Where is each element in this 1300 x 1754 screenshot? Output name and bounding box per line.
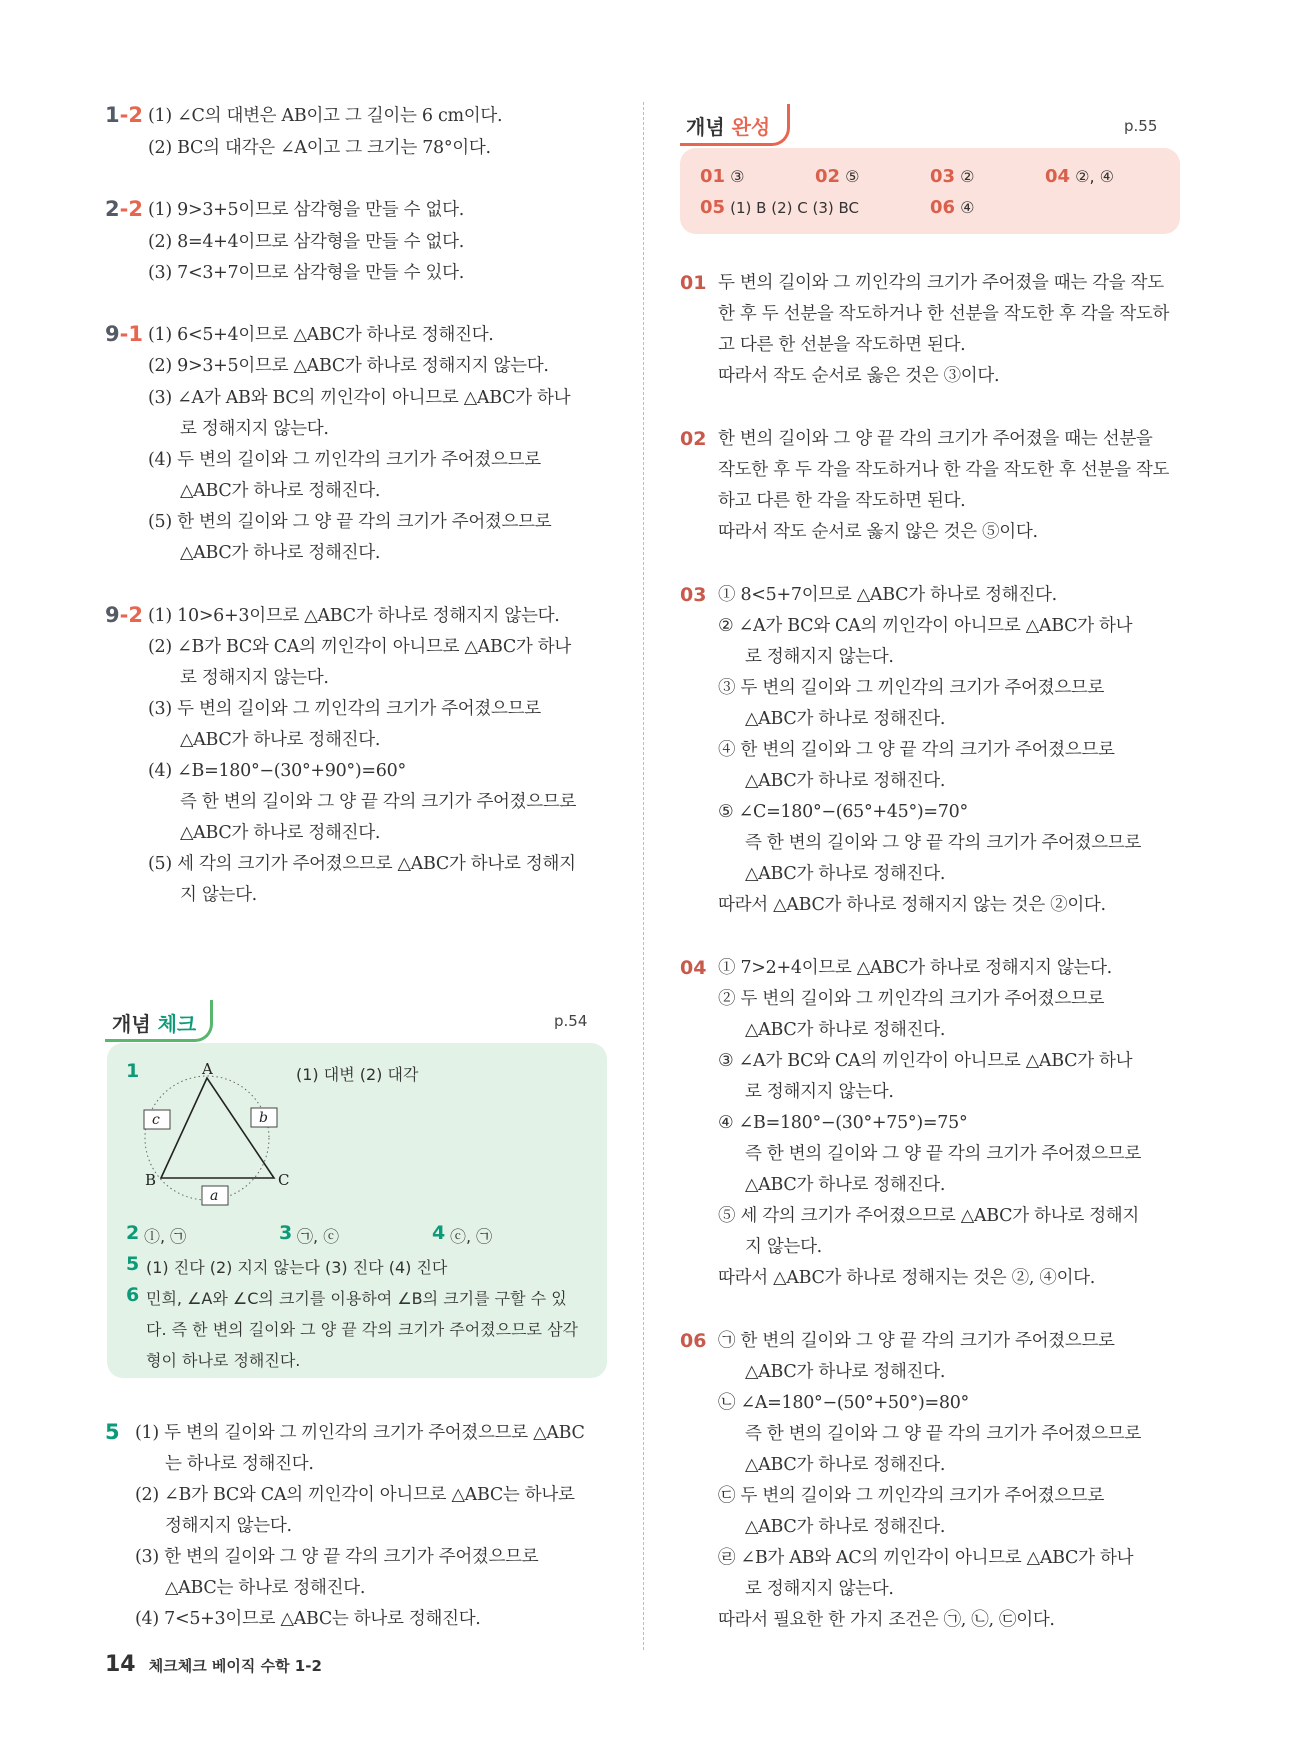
answer-key-04: 04 ②, ④ [1045, 166, 1115, 187]
concept-complete-panel [680, 148, 1180, 234]
answer-line: (1) 두 변의 길이와 그 끼인각의 크기가 주어졌으므로 △ABC [135, 1423, 585, 1443]
check-q5-number: 5 [126, 1253, 140, 1275]
answer-line: △ABC는 하나로 정해진다. [165, 1578, 366, 1598]
check-q4-answer: ⓒ, ㉠ [450, 1227, 493, 1246]
side-label-b: b [259, 1110, 268, 1126]
answer-line: (5) 세 각의 크기가 주어졌으므로 △ABC가 하나로 정해지 [148, 854, 576, 874]
answer-line: (3) 한 변의 길이와 그 양 끝 각의 크기가 주어졌으므로 [135, 1547, 539, 1567]
side-label-a: a [210, 1188, 219, 1204]
answer-line: 지 않는다. [745, 1237, 822, 1257]
answer-line: 즉 한 변의 길이와 그 양 끝 각의 크기가 주어졌으므로 [745, 1144, 1142, 1164]
answer-line: ④ 한 변의 길이와 그 양 끝 각의 크기가 주어졌으므로 [718, 740, 1115, 760]
page-number: 14 [105, 1652, 136, 1677]
answer-line: ④ ∠B=180°−(30°+75°)=75° [718, 1113, 968, 1133]
check-q6-line: 형이 하나로 정해진다. [146, 1351, 301, 1370]
answer-key-01: 01 ③ [700, 166, 745, 187]
answer-line: ⑤ ∠C=180°−(65°+45°)=70° [718, 802, 968, 822]
answer-line: 한 변의 길이와 그 양 끝 각의 크기가 주어졌을 때는 선분을 [718, 429, 1153, 449]
problem-number-02: 02 [680, 428, 707, 450]
check-q1-answer: (1) 대변 (2) 대각 [296, 1065, 419, 1084]
answer-line: (4) 7<5+3이므로 △ABC는 하나로 정해진다. [135, 1609, 481, 1629]
answer-line: 따라서 작도 순서로 옳은 것은 ③이다. [718, 366, 1000, 386]
answer-line: △ABC가 하나로 정해진다. [180, 543, 381, 563]
concept-complete-title: 개념 완성 [686, 115, 771, 139]
answer-line: △ABC가 하나로 정해진다. [745, 864, 946, 884]
answer-line: 로 정해지지 않는다. [745, 1082, 894, 1102]
answer-key-06: 06 ④ [930, 197, 975, 218]
answer-line: 작도한 후 두 각을 작도하거나 한 각을 작도한 후 선분을 작도 [718, 460, 1170, 480]
check-q1-number: 1 [126, 1060, 140, 1082]
answer-line: 로 정해지지 않는다. [180, 668, 329, 688]
answer-line: ③ ∠A가 BC와 CA의 끼인각이 아니므로 △ABC가 하나 [718, 1051, 1133, 1071]
answer-line: 로 정해지지 않는다. [745, 647, 894, 667]
check-q6-line: 다. 즉 한 변의 길이와 그 양 끝 각의 크기가 주어졌으므로 삼각 [146, 1320, 578, 1339]
page-reference: p.54 [554, 1012, 588, 1030]
answer-line: 는 하나로 정해진다. [165, 1454, 314, 1474]
check-q6-number: 6 [126, 1284, 140, 1306]
check-q5-answer: (1) 진다 (2) 지지 않는다 (3) 진다 (4) 진다 [146, 1258, 448, 1277]
problem-number-9-2: 9-2 [105, 603, 143, 627]
answer-line: 한 후 두 선분을 작도하거나 한 선분을 작도한 후 각을 작도하 [718, 304, 1170, 324]
answer-line: △ABC가 하나로 정해진다. [745, 709, 946, 729]
answer-line: (1) 10>6+3이므로 △ABC가 하나로 정해지지 않는다. [148, 606, 560, 626]
answer-line: ㉠ 한 변의 길이와 그 양 끝 각의 크기가 주어졌으므로 [718, 1331, 1115, 1351]
problem-number-06: 06 [680, 1330, 707, 1352]
answer-line: 따라서 △ABC가 하나로 정해지지 않는 것은 ②이다. [718, 895, 1106, 915]
answer-line: △ABC가 하나로 정해진다. [745, 1020, 946, 1040]
answer-key-05: 05 (1) B (2) C (3) BC [700, 197, 860, 218]
page-reference: p.55 [1124, 117, 1158, 135]
check-q2-number: 2 [126, 1222, 140, 1244]
vertex-label-c: C [278, 1171, 290, 1189]
answer-line: △ABC가 하나로 정해진다. [180, 730, 381, 750]
answer-line: △ABC가 하나로 정해진다. [745, 1517, 946, 1537]
answer-line: (4) 두 변의 길이와 그 끼인각의 크기가 주어졌으므로 [148, 450, 541, 470]
vertex-label-a: A [202, 1060, 213, 1078]
answer-key-03: 03 ② [930, 166, 975, 187]
problem-number-03: 03 [680, 584, 707, 606]
answer-line: 로 정해지지 않는다. [180, 419, 329, 439]
triangle-shape [161, 1078, 274, 1178]
answer-line: ① 8<5+7이므로 △ABC가 하나로 정해진다. [718, 585, 1057, 605]
answer-line: △ABC가 하나로 정해진다. [745, 771, 946, 791]
answer-line: (1) 6<5+4이므로 △ABC가 하나로 정해진다. [148, 325, 494, 345]
answer-line: (4) ∠B=180°−(30°+90°)=60° [148, 761, 406, 781]
answer-key-02: 02 ⑤ [815, 166, 860, 187]
answer-line: 따라서 작도 순서로 옳지 않은 것은 ⑤이다. [718, 522, 1038, 542]
answer-line: 하고 다른 한 각을 작도하면 된다. [718, 491, 966, 511]
answer-line: (2) 8=4+4이므로 삼각형을 만들 수 없다. [148, 232, 464, 252]
answer-line: 두 변의 길이와 그 끼인각의 크기가 주어졌을 때는 각을 작도 [718, 273, 1164, 293]
vertex-label-b: B [145, 1171, 157, 1189]
answer-line: ㉢ 두 변의 길이와 그 끼인각의 크기가 주어졌으므로 [718, 1486, 1105, 1506]
answer-line: 즉 한 변의 길이와 그 양 끝 각의 크기가 주어졌으므로 [745, 1424, 1142, 1444]
answer-line: (3) ∠A가 AB와 BC의 끼인각이 아니므로 △ABC가 하나 [148, 388, 571, 408]
answer-line: 정해지지 않는다. [165, 1516, 292, 1536]
problem-number-9-1: 9-1 [105, 322, 143, 346]
answer-line: (3) 두 변의 길이와 그 끼인각의 크기가 주어졌으므로 [148, 699, 541, 719]
answer-line: 고 다른 한 선분을 작도하면 된다. [718, 335, 966, 355]
check-q3-number: 3 [279, 1222, 293, 1244]
column-divider [643, 102, 644, 1650]
answer-line: (2) BC의 대각은 ∠A이고 그 크기는 78°이다. [148, 138, 491, 158]
answer-line: 즉 한 변의 길이와 그 양 끝 각의 크기가 주어졌으므로 [180, 792, 577, 812]
answer-line: 따라서 필요한 한 가지 조건은 ㉠, ㉡, ㉢이다. [718, 1610, 1055, 1630]
answer-line: (3) 7<3+7이므로 삼각형을 만들 수 있다. [148, 263, 464, 283]
answer-line: (5) 한 변의 길이와 그 양 끝 각의 크기가 주어졌으므로 [148, 512, 552, 532]
answer-line: △ABC가 하나로 정해진다. [180, 481, 381, 501]
check-q2-answer: ⓛ, ㉠ [144, 1227, 187, 1246]
book-title: 체크체크 베이직 수학 1-2 [148, 1657, 322, 1675]
check-q4-number: 4 [432, 1222, 446, 1244]
answer-line: △ABC가 하나로 정해진다. [745, 1362, 946, 1382]
answer-line: 즉 한 변의 길이와 그 양 끝 각의 크기가 주어졌으므로 [745, 833, 1142, 853]
problem-number-04: 04 [680, 957, 707, 979]
answer-line: ⑤ 세 각의 크기가 주어졌으므로 △ABC가 하나로 정해지 [718, 1206, 1140, 1226]
concept-check-title: 개념 체크 [112, 1012, 197, 1036]
problem-number-01: 01 [680, 272, 707, 294]
answer-line: (1) ∠C의 대변은 AB이고 그 길이는 6 cm이다. [148, 106, 503, 126]
answer-line: ② 두 변의 길이와 그 끼인각의 크기가 주어졌으므로 [718, 989, 1105, 1009]
circumcircle-dotted [145, 1076, 269, 1200]
triangle-figure [140, 1060, 310, 1208]
answer-line: 지 않는다. [180, 885, 257, 905]
answer-line: 로 정해지지 않는다. [745, 1579, 894, 1599]
answer-line: ② ∠A가 BC와 CA의 끼인각이 아니므로 △ABC가 하나 [718, 616, 1133, 636]
page-footer [105, 1652, 322, 1677]
problem-number-1-2: 1-2 [105, 103, 143, 127]
answer-line: (1) 9>3+5이므로 삼각형을 만들 수 없다. [148, 200, 464, 220]
answer-line: 따라서 △ABC가 하나로 정해지는 것은 ②, ④이다. [718, 1268, 1096, 1288]
problem-number-2-2: 2-2 [105, 197, 143, 221]
answer-line: △ABC가 하나로 정해진다. [180, 823, 381, 843]
answer-line: ㉡ ∠A=180°−(50°+50°)=80° [718, 1393, 969, 1413]
answer-line: ㉣ ∠B가 AB와 AC의 끼인각이 아니므로 △ABC가 하나 [718, 1548, 1134, 1568]
side-label-c: c [152, 1112, 160, 1128]
answer-line: (2) ∠B가 BC와 CA의 끼인각이 아니므로 △ABC가 하나 [148, 637, 571, 657]
answer-line: △ABC가 하나로 정해진다. [745, 1455, 946, 1475]
answer-line: ① 7>2+4이므로 △ABC가 하나로 정해지지 않는다. [718, 958, 1112, 978]
answer-line: ③ 두 변의 길이와 그 끼인각의 크기가 주어졌으므로 [718, 678, 1105, 698]
problem-number-5: 5 [105, 1420, 120, 1444]
answer-line: (2) ∠B가 BC와 CA의 끼인각이 아니므로 △ABC는 하나로 [135, 1485, 575, 1505]
check-q6-line: 민희, ∠A와 ∠C의 크기를 이용하여 ∠B의 크기를 구할 수 있 [146, 1289, 567, 1308]
answer-line: △ABC가 하나로 정해진다. [745, 1175, 946, 1195]
answer-line: (2) 9>3+5이므로 △ABC가 하나로 정해지지 않는다. [148, 356, 549, 376]
check-q3-answer: ㉠, ⓒ [297, 1227, 340, 1246]
